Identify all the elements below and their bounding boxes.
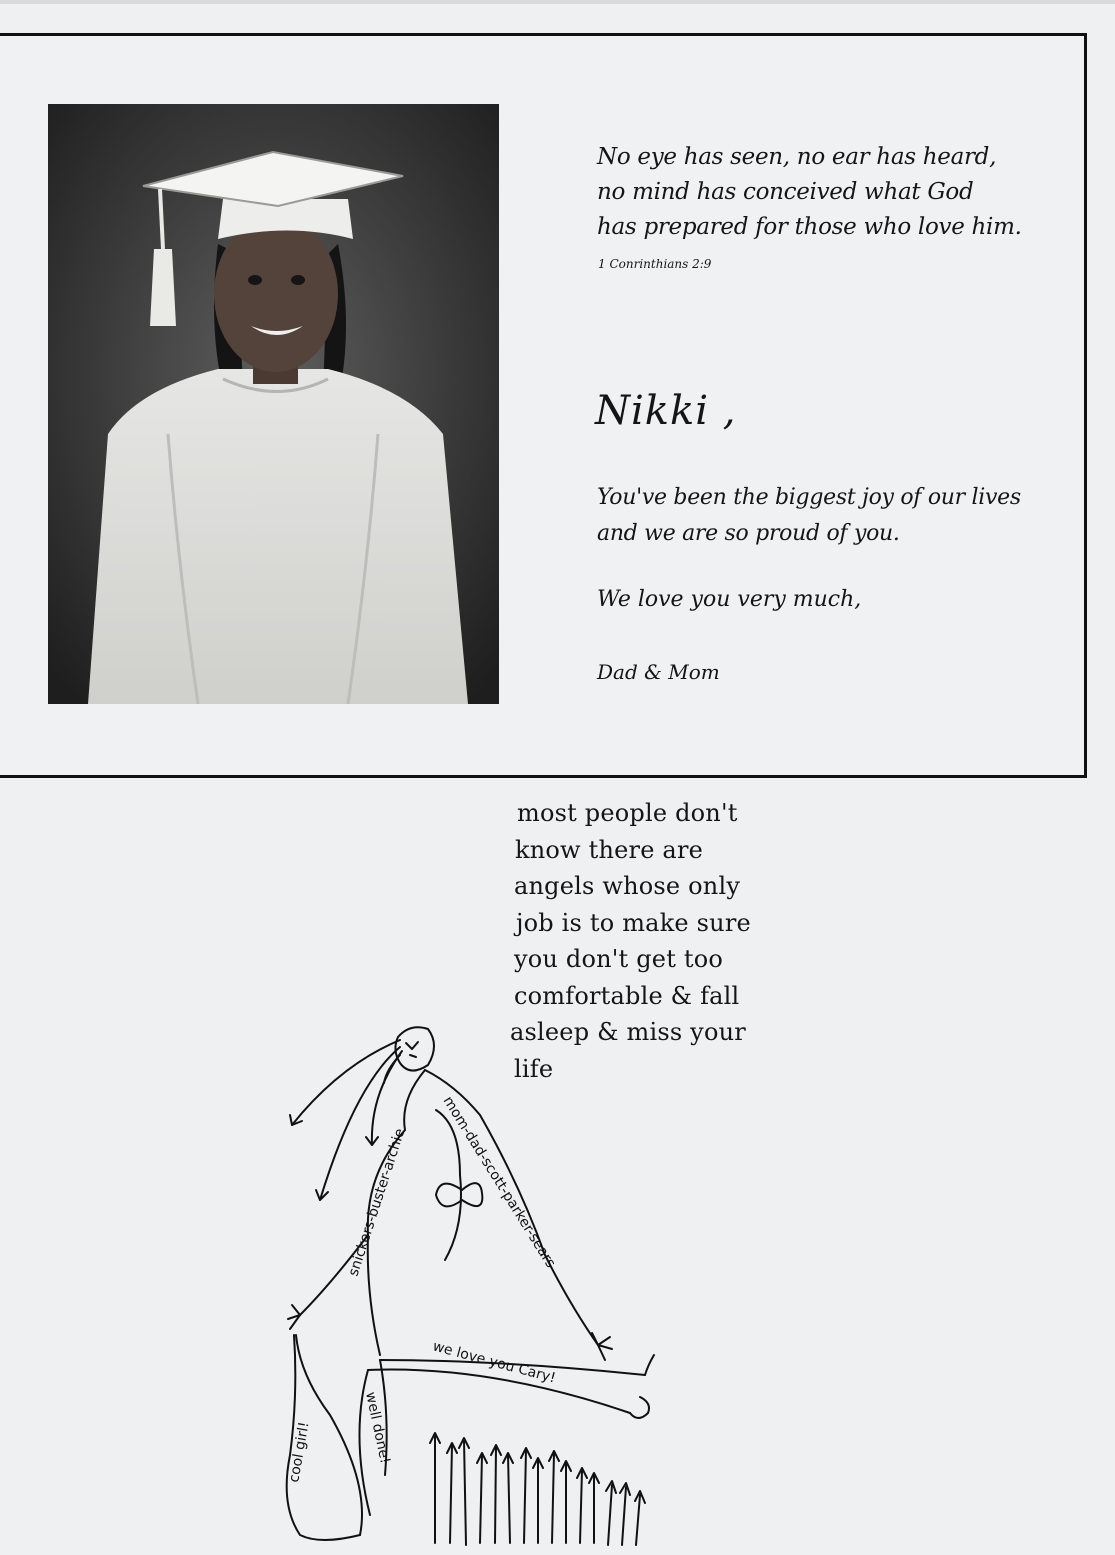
message-line: You've been the biggest joy of our lives: [597, 485, 1021, 510]
pet-names-label: snickers-buster-archie: [345, 1126, 409, 1279]
poem-line: know there are: [515, 835, 704, 864]
poem-line: you don't get too: [514, 945, 724, 973]
greeting-name: Nikki ,: [595, 388, 737, 434]
wing-names-label: mom-dad-scott-parker-sears: [439, 1093, 559, 1271]
poem-line: asleep & miss your: [510, 1018, 746, 1046]
poem-line: life: [514, 1054, 554, 1083]
graduate-photo: [48, 104, 499, 704]
verse-line: has prepared for those who love him.: [597, 214, 1022, 240]
verse-line: No eye has seen, no ear has heard,: [597, 144, 997, 170]
message-closing: We love you very much,: [597, 587, 862, 612]
page-top-rule: [0, 0, 1115, 4]
message-body: [597, 480, 1067, 552]
praise-well-done: well done!: [362, 1390, 393, 1466]
verse-line: no mind has conceived what God: [597, 179, 974, 205]
love-note-label: we love you Cary!: [430, 1338, 558, 1387]
message-signature: Dad & Mom: [597, 660, 720, 684]
poem-line: most people don't: [517, 799, 738, 827]
poem-line: comfortable & fall: [514, 981, 740, 1010]
verse-reference: 1 Conrinthians 2:9: [598, 257, 712, 271]
angel-doodle: [260, 1015, 660, 1550]
poem-line: job is to make sure: [516, 908, 751, 937]
poem-line: angels whose only: [514, 872, 741, 900]
bible-verse: [597, 140, 1057, 245]
praise-cool-girl: cool girl!: [286, 1420, 313, 1484]
message-line: and we are so proud of you.: [597, 521, 900, 546]
